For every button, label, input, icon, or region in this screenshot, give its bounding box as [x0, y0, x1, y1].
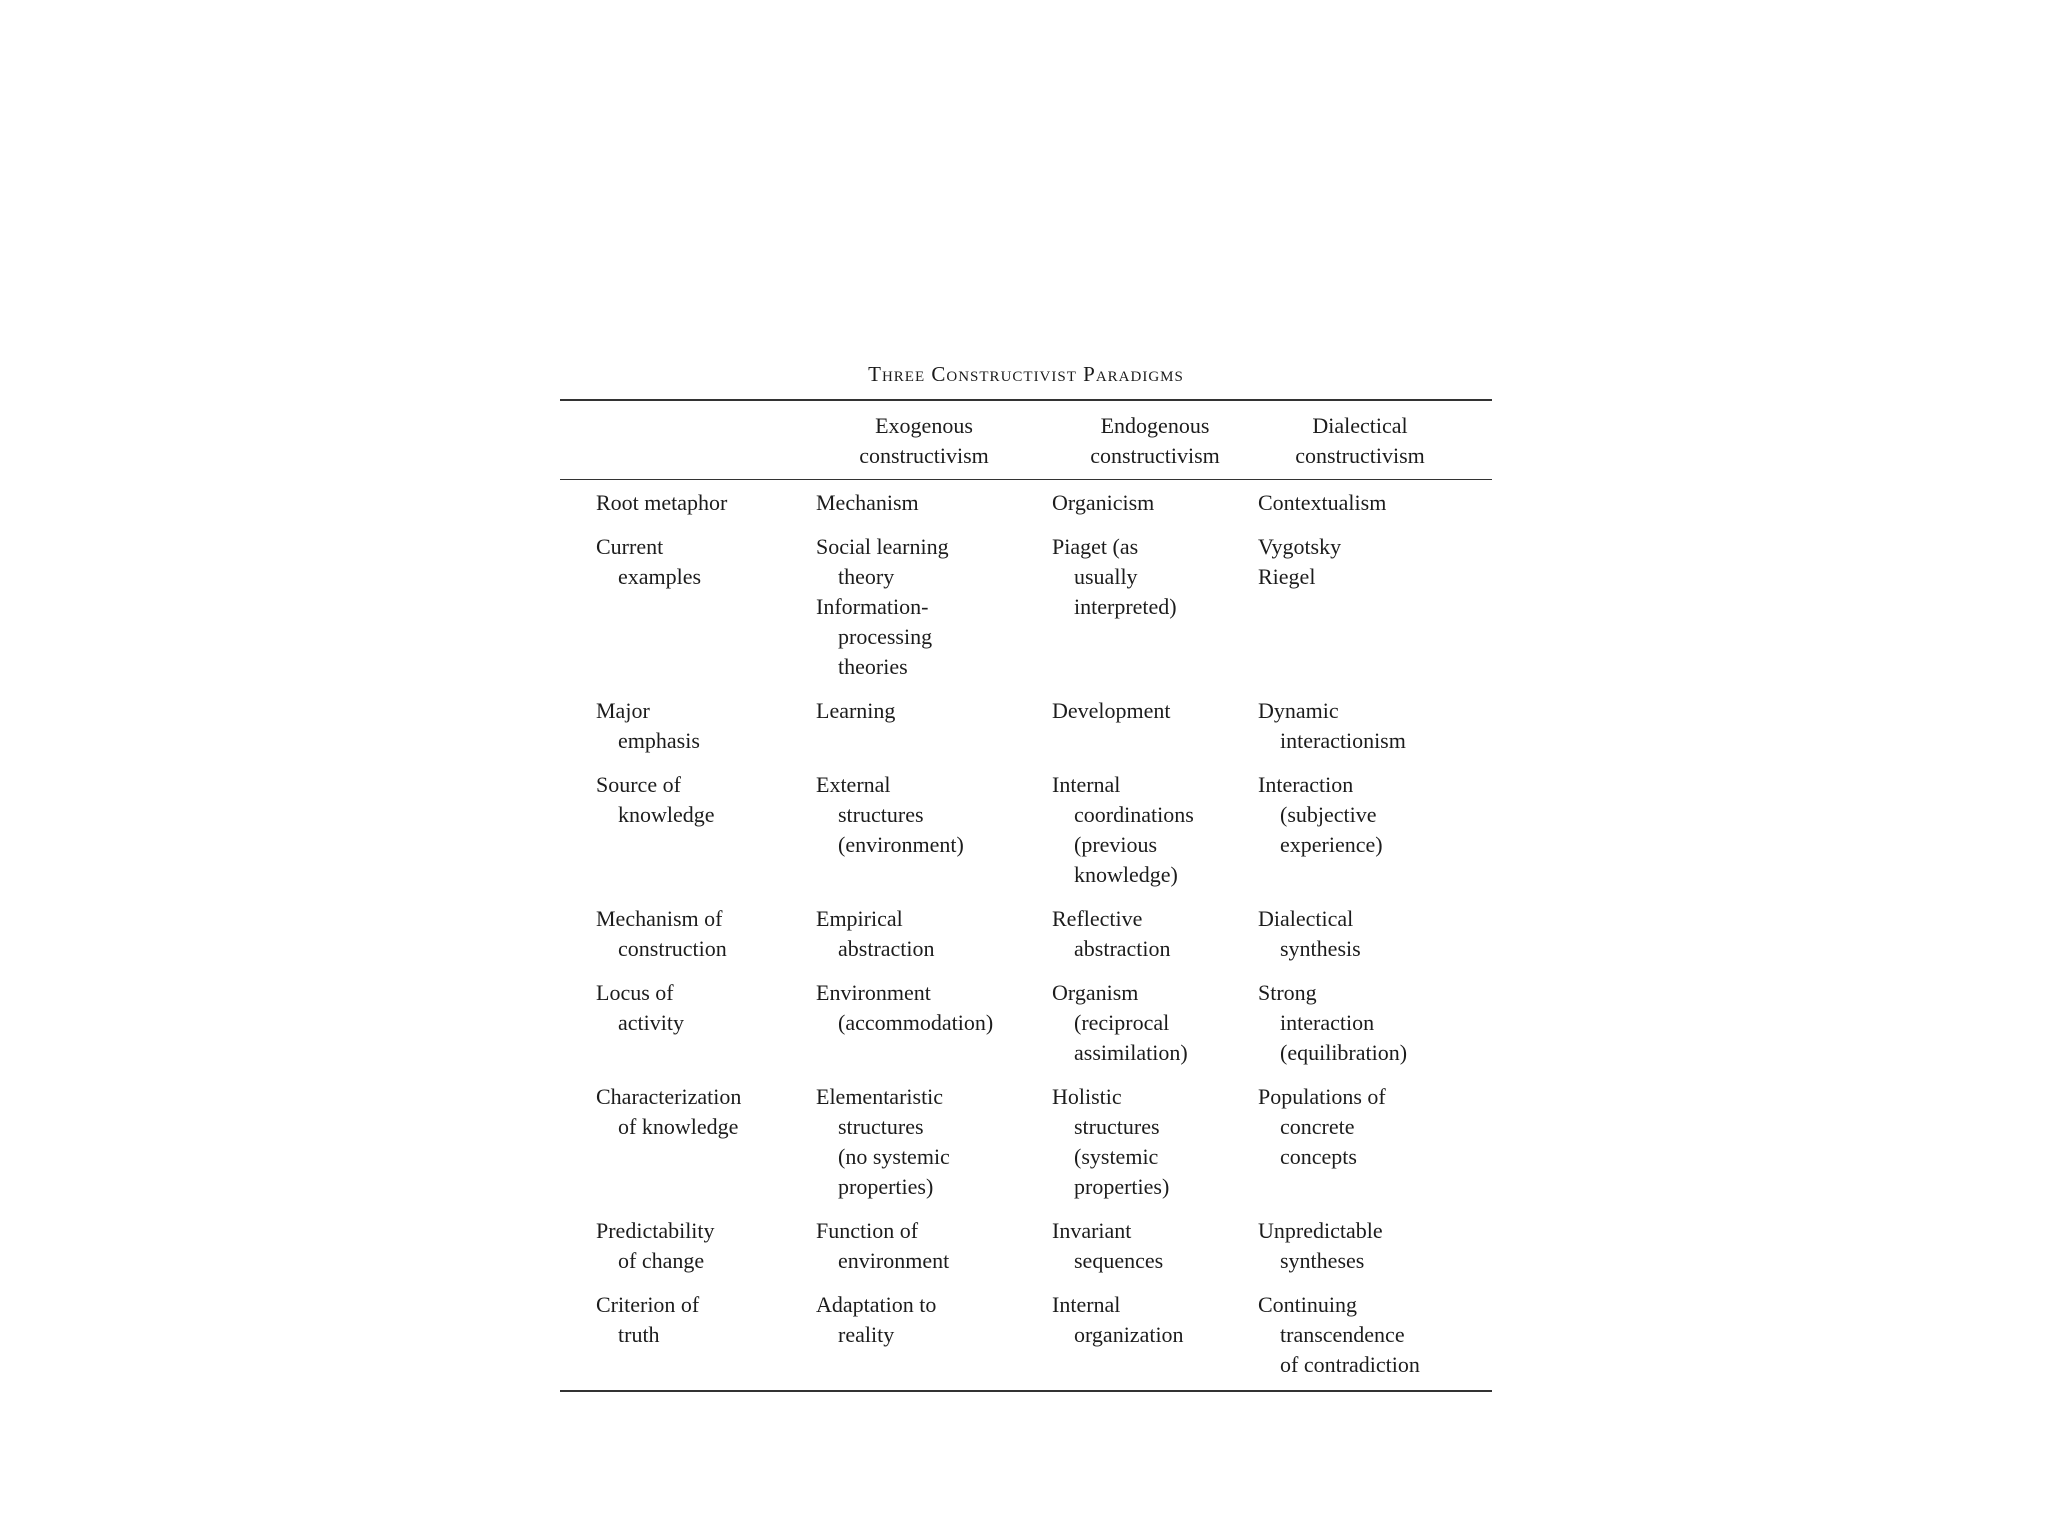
cell-line: concrete [1280, 1114, 1355, 1139]
dialectical-cell [1258, 904, 1492, 964]
header-line: constructivism [1295, 443, 1425, 468]
table-row [560, 978, 1492, 1082]
cell-line: syntheses [1280, 1248, 1365, 1273]
cell-line: Reflective [1052, 906, 1143, 931]
endogenous-cell [1052, 532, 1258, 682]
cell-line: (previous [1074, 832, 1158, 857]
header-line: constructivism [1090, 443, 1220, 468]
cell-line: Riegel [1258, 564, 1316, 589]
dialectical-cell [1258, 488, 1492, 518]
table-row [560, 480, 1492, 532]
endogenous-cell [1052, 1290, 1258, 1380]
cell-line: Organicism [1052, 490, 1155, 515]
table-header-row [560, 401, 1492, 479]
row-label-cell [560, 1216, 816, 1276]
header-label-cell [560, 411, 816, 471]
cell-line: Mechanism [816, 490, 919, 515]
cell-line: Locus of [596, 980, 674, 1005]
cell-line: abstraction [838, 936, 935, 961]
endogenous-cell [1052, 696, 1258, 756]
cell-line: emphasis [618, 728, 700, 753]
table-row [560, 904, 1492, 978]
cell-line: examples [618, 564, 702, 589]
cell-line: concepts [1280, 1144, 1357, 1169]
cell-line: sequences [1074, 1248, 1164, 1273]
cell-line: structures [838, 1114, 924, 1139]
row-label-cell [560, 1082, 816, 1202]
row-label-cell [560, 770, 816, 890]
cell-line: properties) [838, 1174, 934, 1199]
cell-line: Information- [816, 594, 929, 619]
cell-line: interactionism [1280, 728, 1406, 753]
cell-line: theories [838, 654, 908, 679]
cell-line: theory [838, 564, 895, 589]
cell-line: Invariant [1052, 1218, 1132, 1243]
cell-line: experience) [1280, 832, 1383, 857]
cell-line: Dialectical [1258, 906, 1354, 931]
cell-line: of change [618, 1248, 705, 1273]
table-row [560, 1082, 1492, 1216]
cell-line: of contradiction [1280, 1352, 1420, 1377]
cell-line: Strong [1258, 980, 1317, 1005]
cell-line: structures [1074, 1114, 1160, 1139]
cell-line: Elementaristic [816, 1084, 944, 1109]
cell-line: knowledge [618, 802, 715, 827]
cell-line: (equilibration) [1280, 1040, 1408, 1065]
cell-line: (no systemic [838, 1144, 950, 1169]
cell-line: Vygotsky [1258, 534, 1342, 559]
table-caption: Three Constructivist Paradigms [868, 362, 1184, 386]
cell-line: interpreted) [1074, 594, 1177, 619]
endogenous-cell [1052, 770, 1258, 890]
endogenous-cell [1052, 488, 1258, 518]
exogenous-cell [816, 904, 1052, 964]
cell-line: (accommodation) [838, 1010, 994, 1035]
exogenous-cell [816, 1290, 1052, 1380]
exogenous-cell [816, 978, 1052, 1068]
exogenous-cell [816, 532, 1052, 682]
cell-line: structures [838, 802, 924, 827]
exogenous-cell [816, 696, 1052, 756]
row-label-cell [560, 1290, 816, 1380]
cell-line: Interaction [1258, 772, 1354, 797]
cell-line: Empirical [816, 906, 903, 931]
cell-line: Contextualism [1258, 490, 1387, 515]
table-row [560, 532, 1492, 696]
row-label-cell [560, 696, 816, 756]
row-label-cell [560, 488, 816, 518]
header-exogenous [816, 411, 1052, 471]
dialectical-cell [1258, 1082, 1492, 1202]
cell-line: Continuing [1258, 1292, 1358, 1317]
paradigms-table [560, 362, 1492, 1392]
cell-line: environment [838, 1248, 950, 1273]
cell-line: assimilation) [1074, 1040, 1188, 1065]
cell-line: (reciprocal [1074, 1010, 1170, 1035]
cell-line: organization [1074, 1322, 1184, 1347]
header-dialectical [1258, 411, 1492, 471]
cell-line: usually [1074, 564, 1138, 589]
cell-line: Dynamic [1258, 698, 1339, 723]
endogenous-cell [1052, 904, 1258, 964]
cell-line: (subjective [1280, 802, 1377, 827]
cell-line: External [816, 772, 891, 797]
cell-line: interaction [1280, 1010, 1375, 1035]
cell-line: reality [838, 1322, 895, 1347]
cell-line: processing [838, 624, 933, 649]
cell-line: Major [596, 698, 650, 723]
exogenous-cell [816, 1216, 1052, 1276]
cell-line: Organism [1052, 980, 1139, 1005]
table-body [560, 480, 1492, 1390]
cell-line: activity [618, 1010, 684, 1035]
cell-line: Unpredictable [1258, 1218, 1383, 1243]
table-row [560, 696, 1492, 770]
header-endogenous [1052, 411, 1258, 471]
table-row [560, 770, 1492, 904]
cell-line: Function of [816, 1218, 919, 1243]
header-line: Endogenous [1100, 413, 1210, 438]
cell-line: truth [618, 1322, 660, 1347]
cell-line: Mechanism of [596, 906, 723, 931]
cell-line: Internal [1052, 1292, 1121, 1317]
cell-line: Holistic [1052, 1084, 1122, 1109]
exogenous-cell [816, 488, 1052, 518]
exogenous-cell [816, 1082, 1052, 1202]
cell-line: Adaptation to [816, 1292, 937, 1317]
cell-line: Source of [596, 772, 681, 797]
dialectical-cell [1258, 1216, 1492, 1276]
cell-line: Development [1052, 698, 1171, 723]
cell-line: synthesis [1280, 936, 1361, 961]
endogenous-cell [1052, 1216, 1258, 1276]
header-line: Dialectical [1312, 413, 1408, 438]
header-line: constructivism [859, 443, 989, 468]
endogenous-cell [1052, 1082, 1258, 1202]
cell-line: coordinations [1074, 802, 1194, 827]
cell-line: properties) [1074, 1174, 1170, 1199]
cell-line: Social learning [816, 534, 949, 559]
cell-line: abstraction [1074, 936, 1171, 961]
cell-line: of knowledge [618, 1114, 739, 1139]
dialectical-cell [1258, 978, 1492, 1068]
dialectical-cell [1258, 770, 1492, 890]
row-label-cell [560, 904, 816, 964]
dialectical-cell [1258, 1290, 1492, 1380]
cell-line: construction [618, 936, 727, 961]
dialectical-cell [1258, 532, 1492, 682]
endogenous-cell [1052, 978, 1258, 1068]
exogenous-cell [816, 770, 1052, 890]
cell-line: Root metaphor [596, 490, 728, 515]
row-label-cell [560, 532, 816, 682]
table-row [560, 1290, 1492, 1390]
cell-line: transcendence [1280, 1322, 1405, 1347]
row-label-cell [560, 978, 816, 1068]
cell-line: Characterization [596, 1084, 742, 1109]
cell-line: Environment [816, 980, 931, 1005]
cell-line: Internal [1052, 772, 1121, 797]
cell-line: Piaget (as [1052, 534, 1139, 559]
cell-line: Predictability [596, 1218, 715, 1243]
dialectical-cell [1258, 696, 1492, 756]
cell-line: Populations of [1258, 1084, 1386, 1109]
cell-line: (environment) [838, 832, 964, 857]
header-line: Exogenous [875, 413, 973, 438]
bottom-rule [560, 1390, 1492, 1392]
table-row [560, 1216, 1492, 1290]
cell-line: Learning [816, 698, 896, 723]
cell-line: Criterion of [596, 1292, 700, 1317]
cell-line: Current [596, 534, 664, 559]
cell-line: (systemic [1074, 1144, 1159, 1169]
cell-line: knowledge) [1074, 862, 1178, 887]
